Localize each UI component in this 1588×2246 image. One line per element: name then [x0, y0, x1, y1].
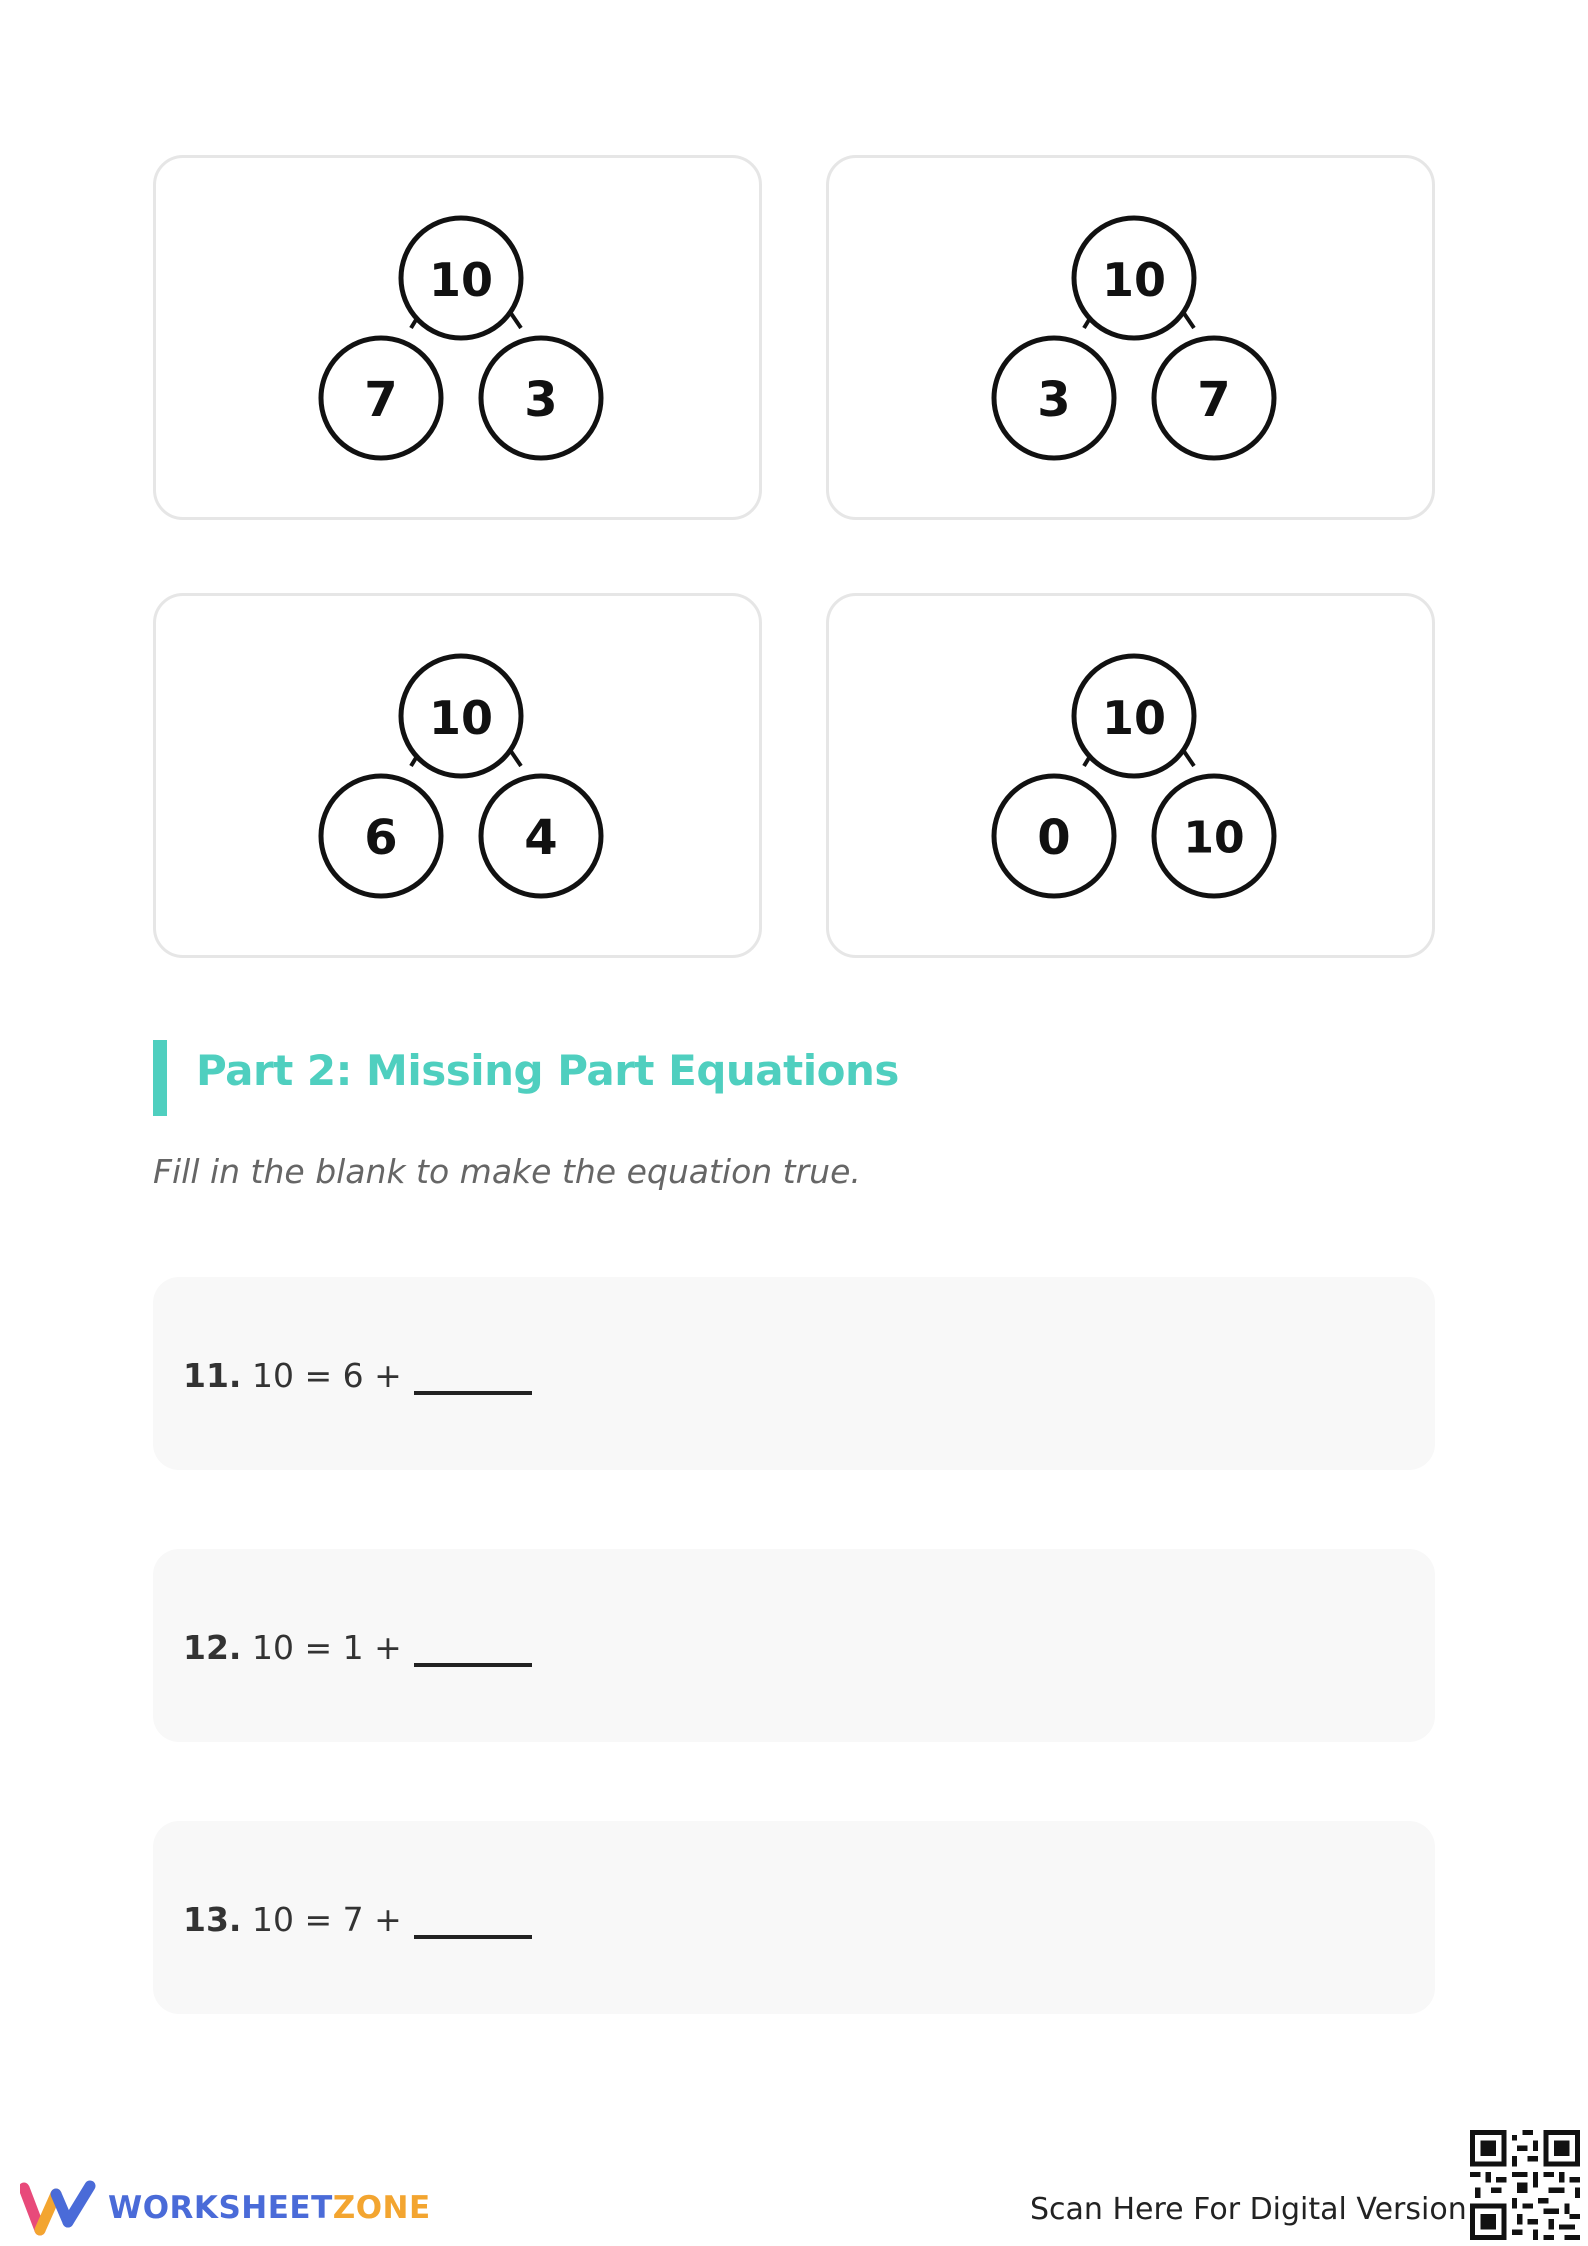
- equation-number: 11.: [183, 1356, 242, 1395]
- equation-number: 13.: [183, 1900, 242, 1939]
- equation-line: [183, 1623, 532, 1667]
- number-bond-card-2: [826, 155, 1435, 520]
- answer-blank[interactable]: [414, 1351, 532, 1395]
- equation-box-13: [153, 1821, 1435, 2014]
- number-bond-card-1: [153, 155, 762, 520]
- equation-line: [183, 1895, 532, 1939]
- left-part-value: 0: [1037, 810, 1071, 866]
- right-part-value: 3: [524, 372, 558, 428]
- left-part-value: 3: [1037, 372, 1071, 428]
- brand-logo[interactable]: [20, 2180, 431, 2236]
- number-bond-diagram-2: [829, 158, 1432, 517]
- right-part-value: 7: [1197, 372, 1231, 428]
- equation-number: 12.: [183, 1628, 242, 1667]
- right-part-value: 4: [524, 810, 558, 866]
- equation-line: [183, 1351, 532, 1395]
- left-part-value: 7: [364, 372, 398, 428]
- section-accent-bar: [153, 1040, 167, 1116]
- number-bond-card-3: [153, 593, 762, 958]
- brand-name-part2: ZONE: [332, 2190, 431, 2226]
- worksheetzone-w-logo-icon: [20, 2180, 96, 2236]
- whole-value: 10: [1101, 691, 1167, 745]
- equation-text: 10 = 6 +: [251, 1356, 402, 1395]
- answer-blank[interactable]: [414, 1623, 532, 1667]
- left-part-value: 6: [364, 810, 398, 866]
- equation-text: 10 = 7 +: [251, 1900, 402, 1939]
- answer-blank[interactable]: [414, 1895, 532, 1939]
- section-instructions: Fill in the blank to make the equation true.: [153, 1152, 861, 1191]
- qr-code-icon[interactable]: [1470, 2130, 1580, 2240]
- equation-text: 10 = 1 +: [251, 1628, 402, 1667]
- equation-box-11: [153, 1277, 1435, 1470]
- brand-name: [108, 2190, 431, 2226]
- whole-value: 10: [1101, 253, 1167, 307]
- brand-name-part1: WORKSHEET: [108, 2190, 333, 2226]
- equation-box-12: [153, 1549, 1435, 1742]
- number-bond-card-4: [826, 593, 1435, 958]
- section-title: Part 2: Missing Part Equations: [196, 1046, 899, 1095]
- number-bond-diagram-1: [156, 158, 759, 517]
- number-bond-diagram-3: [156, 596, 759, 955]
- number-bond-diagram-4: [829, 596, 1432, 955]
- whole-value: 10: [428, 691, 494, 745]
- right-part-value: 10: [1183, 812, 1245, 864]
- scan-instruction: Scan Here For Digital Version: [1030, 2192, 1467, 2227]
- whole-value: 10: [428, 253, 494, 307]
